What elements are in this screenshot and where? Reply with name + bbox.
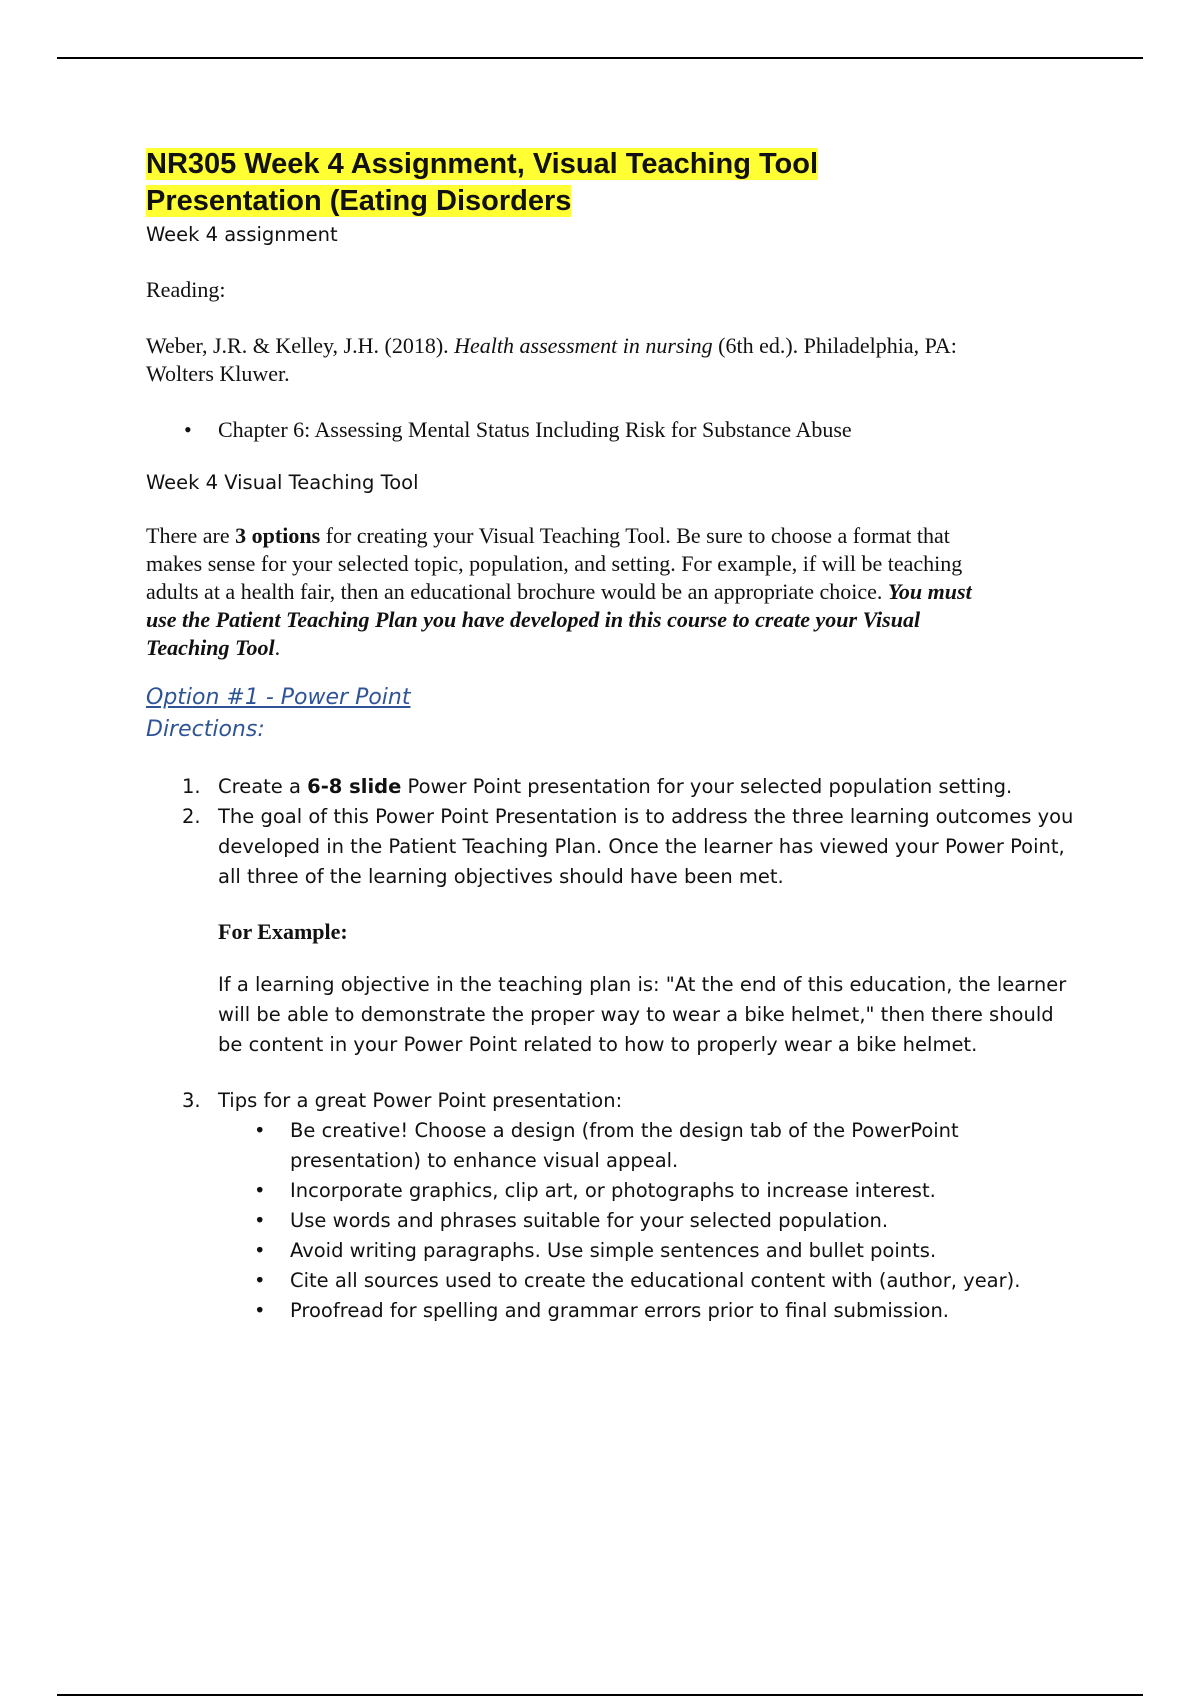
step-text: developed in the Patient Teaching Plan. Once the learner has viewed your Power Point, [218,835,1065,858]
tip-text: Use words and phrases suitable for your selected population. [290,1209,889,1232]
step-text: Create a [218,775,308,798]
example-paragraph [146,970,1086,1060]
bullet-glyph: • [254,1119,266,1142]
list-item [146,416,1086,444]
intro-text: There are [146,523,236,548]
intro-paragraph [146,522,1086,662]
section-title: Week 4 Visual Teaching Tool [146,471,419,494]
tip-text: Avoid writing paragraphs. Use simple sentences and bullet points. [290,1239,937,1262]
tip-text: Cite all sources used to create the educational content with (author, year). [290,1269,1021,1292]
bullet-glyph: • [184,417,192,442]
directions-heading: Directions: [146,717,265,742]
reading-label: Reading: [146,277,226,302]
intro-emphasis: use the Patient Teaching Plan you have developed in this course to create your Visual [146,607,921,632]
bullet-glyph: • [254,1239,266,1262]
intro-text: for creating your Visual Teaching Tool. Be sure to choose a format that [320,523,950,548]
step-text: The goal of this Power Point Presentation is to address the three learning outcomes you [218,805,1074,828]
intro-emphasis: You must [887,579,972,604]
list-item [146,1266,1086,1296]
list-item [146,1086,1086,1116]
list-item [146,1296,1086,1326]
citation [146,332,1086,388]
example-label [146,918,1086,946]
step-text: Tips for a great Power Point presentation: [218,1089,623,1112]
step-number: 2. [182,805,201,828]
intro-text: makes sense for your selected topic, population, and setting. For example, if will be teaching [146,551,963,576]
example-text: If a learning objective in the teaching plan is: "At the end of this education, the learner [218,973,1067,996]
document-title [146,146,1086,220]
header-rule [57,57,1143,59]
citation-book-title: Health assessment in nursing [454,333,713,358]
reading-list [146,416,1086,444]
step-number: 3. [182,1089,201,1112]
tip-text: Be creative! Choose a design (from the design tab of the PowerPoint [290,1119,959,1142]
list-item [146,772,1086,802]
intro-bold: 3 options [235,523,321,548]
reading-item-text: Chapter 6: Assessing Mental Status Including Risk for Substance Abuse [218,417,852,442]
footer-rule [57,1694,1143,1696]
list-item [146,1176,1086,1206]
citation-authors: Weber, J.R. & Kelley, J.H. (2018). [146,333,455,358]
citation-rest-2: Wolters Kluwer. [146,361,290,386]
list-item [146,802,1086,892]
option-heading: Option #1 - Power Point [146,685,411,710]
step-number: 1. [182,775,201,798]
tip-text: presentation) to enhance visual appeal. [290,1149,679,1172]
tip-text: Proofread for spelling and grammar errors prior to final submission. [290,1299,950,1322]
bullet-glyph: • [254,1209,266,1232]
title-line-2: Presentation (Eating Disorders [146,185,572,217]
step-text: Power Point presentation for your selected population setting. [401,775,1013,798]
bullet-glyph: • [254,1269,266,1292]
example-label-text: For Example: [218,919,348,944]
step-text: all three of the learning objectives should have been met. [218,865,784,888]
step-bold: 6-8 slide [307,775,402,798]
title-line-1: NR305 Week 4 Assignment, Visual Teaching Tool [146,148,819,180]
bullet-glyph: • [254,1299,266,1322]
tips-bullets [146,1116,1086,1326]
directions-list [146,772,1086,892]
list-item [146,1206,1086,1236]
list-item [146,1236,1086,1266]
tips-list [146,1086,1086,1116]
intro-text: . [274,635,281,660]
example-text: be content in your Power Point related to how to properly wear a bike helmet. [218,1033,978,1056]
citation-rest-1: (6th ed.). Philadelphia, PA: [712,333,957,358]
document-page [146,146,1086,1326]
intro-emphasis: Teaching Tool [146,635,275,660]
example-text: will be able to demonstrate the proper way to wear a bike helmet," then there should [218,1003,1054,1026]
bullet-glyph: • [254,1179,266,1202]
tip-text: Incorporate graphics, clip art, or photographs to increase interest. [290,1179,936,1202]
intro-text: adults at a health fair, then an educational brochure would be an appropriate choice. [146,579,888,604]
list-item [146,1116,1086,1176]
subtitle: Week 4 assignment [146,223,338,246]
